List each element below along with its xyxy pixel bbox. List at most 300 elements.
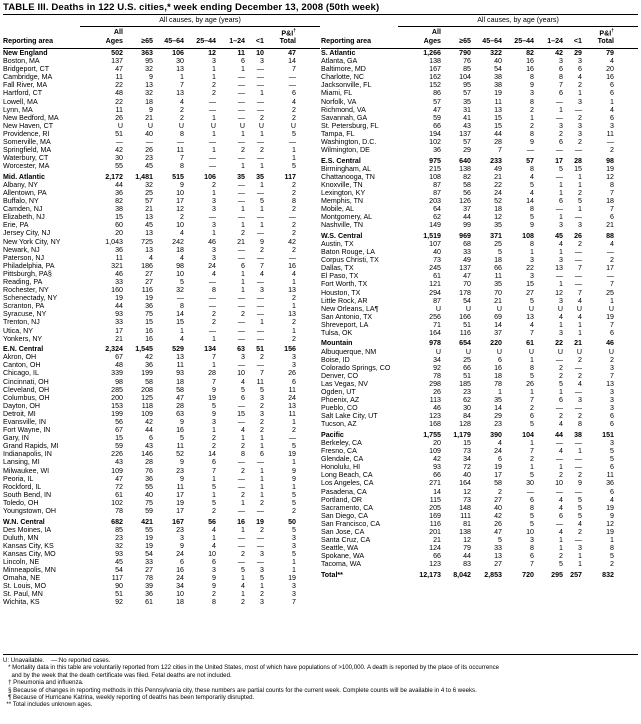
spacer-cell: [614, 439, 638, 447]
value-cell: 6: [559, 138, 563, 147]
value-cell: 41: [463, 113, 471, 122]
reporting-area-cell: Evansville, IN: [3, 418, 46, 426]
value-cell: 56: [115, 418, 123, 426]
spacer-cell: [296, 467, 320, 475]
value-cell: 12: [606, 172, 614, 181]
reporting-area-cell: Corpus Christi, TX: [321, 256, 379, 265]
value-cell: 21: [237, 237, 245, 246]
spacer-cell: [614, 73, 638, 81]
value-cell: 5: [578, 503, 582, 512]
value-cell: 26: [145, 146, 153, 155]
value-cell: —: [256, 302, 264, 311]
reporting-area-cell: Spokane, WA: [321, 552, 365, 561]
value-cell: 3: [212, 205, 216, 214]
value-cell: 2: [292, 334, 296, 343]
city-row: [3, 286, 320, 294]
value-cell: 5: [292, 549, 296, 558]
value-cell: 95: [145, 57, 153, 66]
value-cell: 6: [292, 89, 296, 98]
city-row: [321, 138, 638, 146]
value-cell: 162: [429, 73, 441, 82]
spacer-cell: [296, 65, 320, 73]
value-cell: 59: [433, 113, 441, 122]
value-cell: 18: [176, 598, 184, 607]
value-cell: 2: [180, 213, 184, 222]
value-cell: 11: [176, 146, 184, 155]
value-cell: 4: [530, 172, 534, 181]
value-cell: 34: [176, 582, 184, 591]
value-cell: —: [288, 213, 296, 222]
city-row: [321, 205, 638, 213]
value-cell: 76: [145, 466, 153, 475]
value-cell: 51: [463, 320, 471, 329]
value-cell: 19: [494, 89, 502, 98]
spacer-cell: [296, 458, 320, 466]
value-cell: 3: [241, 353, 245, 362]
value-cell: 27: [526, 288, 534, 297]
value-cell: 153: [111, 401, 123, 410]
value-cell: 2: [260, 590, 264, 599]
value-cell: 44: [115, 302, 123, 311]
value-cell: 19: [606, 164, 614, 173]
value-cell: 3: [578, 221, 582, 230]
reporting-area-cell: Sacramento, CA: [321, 503, 374, 512]
city-row: [321, 329, 638, 337]
spacer-cell: [614, 280, 638, 288]
reporting-area-cell: Elizabeth, NJ: [3, 213, 45, 222]
value-cell: 205: [429, 503, 441, 512]
value-cell: 16: [526, 57, 534, 66]
reporting-area-cell: Wilmington, DE: [321, 146, 370, 155]
reporting-area-cell: Los Angeles, CA: [321, 479, 374, 488]
city-row: [3, 410, 320, 418]
spacer-cell: [296, 294, 320, 302]
spacer-cell: [614, 256, 638, 264]
city-row: [3, 558, 320, 566]
spacer-cell: [614, 488, 638, 496]
reporting-area-cell: Cincinnati, OH: [3, 377, 49, 386]
value-cell: 20: [606, 65, 614, 74]
city-row: [321, 528, 638, 536]
value-cell: 245: [429, 264, 441, 273]
value-cell: 6: [212, 557, 216, 566]
value-cell: 46: [115, 269, 123, 278]
city-row: [321, 146, 638, 154]
value-cell: 28: [494, 138, 502, 147]
value-cell: 50: [288, 517, 296, 526]
value-cell: 7: [578, 264, 582, 273]
city-row: [3, 146, 320, 154]
spacer-cell: [614, 321, 638, 329]
value-cell: 4: [578, 379, 582, 388]
value-cell: 102: [429, 138, 441, 147]
region-row: [3, 515, 320, 525]
spacer-cell: [614, 165, 638, 173]
value-cell: 73: [463, 495, 471, 504]
value-cell: —: [574, 280, 582, 289]
city-row: [3, 246, 320, 254]
value-cell: 45: [115, 557, 123, 566]
city-row: [321, 181, 638, 189]
value-cell: —: [574, 438, 582, 447]
city-row: [321, 65, 638, 73]
value-cell: 1,755: [423, 430, 441, 439]
value-cell: 2,324: [105, 345, 123, 354]
value-cell: 1: [241, 205, 245, 214]
value-cell: 66: [433, 121, 441, 130]
value-cell: 117: [284, 172, 296, 181]
reporting-area-cell: Fresno, CA: [321, 447, 357, 456]
value-cell: —: [555, 455, 563, 464]
value-cell: —: [256, 65, 264, 74]
value-cell: 23: [176, 525, 184, 534]
value-cell: 4: [180, 253, 184, 262]
value-cell: 25: [606, 288, 614, 297]
value-cell: 87: [433, 296, 441, 305]
value-cell: 11: [606, 129, 614, 138]
value-cell: —: [237, 318, 245, 327]
value-cell: 6: [530, 552, 534, 561]
value-cell: 5: [559, 379, 563, 388]
value-cell: —: [256, 533, 264, 542]
footnote-line: § Because of changes in reporting methods in this Pennsylvania city, these numbers are partial counts for the current week. Complete counts will be available in 4 to 6 weeks.: [3, 686, 477, 694]
value-cell: 2: [292, 180, 296, 189]
value-cell: 104: [459, 73, 471, 82]
value-cell: —: [237, 213, 245, 222]
value-cell: 30: [115, 154, 123, 163]
reporting-area-cell: Berkeley, CA: [321, 438, 362, 447]
spacer-cell: [614, 396, 638, 404]
value-cell: —: [256, 138, 264, 147]
spacer-cell: [296, 566, 320, 574]
value-cell: 6: [241, 393, 245, 402]
value-cell: 32: [115, 541, 123, 550]
value-cell: U: [608, 304, 614, 313]
spacer-cell: [296, 402, 320, 410]
value-cell: 23: [494, 420, 502, 429]
value-cell: —: [256, 73, 264, 82]
value-cell: 70: [494, 288, 502, 297]
spacer-cell: [614, 528, 638, 536]
value-cell: 108: [429, 172, 441, 181]
spacer-cell: [296, 542, 320, 550]
all-ages-header-line2: Ages: [423, 37, 441, 45]
value-cell: 2: [292, 318, 296, 327]
value-cell: 93: [433, 463, 441, 472]
spacer-cell: [614, 181, 638, 189]
value-cell: —: [555, 146, 563, 155]
value-cell: 22: [494, 180, 502, 189]
city-row: [321, 479, 638, 487]
value-cell: 9: [212, 574, 216, 583]
value-cell: 2: [530, 105, 534, 114]
value-cell: 13: [526, 312, 534, 321]
spacer-cell: [296, 418, 320, 426]
value-cell: 21: [494, 172, 502, 181]
footnote-line: ** Total includes unknown ages.: [3, 701, 93, 709]
value-cell: —: [526, 146, 534, 155]
value-cell: 107: [429, 239, 441, 248]
spacer-cell: [614, 57, 638, 65]
value-cell: 12: [494, 213, 502, 222]
value-cell: 61: [433, 272, 441, 281]
value-cell: 54: [463, 296, 471, 305]
value-cell: 46: [433, 404, 441, 413]
value-cell: 2: [292, 426, 296, 435]
value-cell: 1: [578, 89, 582, 98]
value-cell: 138: [429, 57, 441, 66]
value-cell: 67: [115, 353, 123, 362]
value-cell: 7: [610, 280, 614, 289]
reporting-area-cell: St. Paul, MN: [3, 590, 43, 599]
value-cell: 2: [530, 121, 534, 130]
value-cell: 25: [463, 355, 471, 364]
age-65-header: ≥65: [459, 37, 471, 45]
value-cell: 15: [494, 121, 502, 130]
value-cell: 62: [433, 213, 441, 222]
value-cell: 27: [494, 495, 502, 504]
value-cell: 79: [606, 49, 614, 57]
city-row: [321, 248, 638, 256]
city-row: [3, 89, 320, 97]
value-cell: 10: [555, 479, 563, 488]
value-cell: 2: [530, 404, 534, 413]
value-cell: 2: [212, 507, 216, 516]
value-cell: 21: [606, 221, 614, 230]
value-cell: 8: [530, 503, 534, 512]
spacer-cell: [296, 162, 320, 170]
value-cell: 2: [212, 81, 216, 90]
value-cell: 17: [115, 326, 123, 335]
spacer-cell: [614, 496, 638, 504]
value-cell: 18: [494, 205, 502, 214]
value-cell: 3: [559, 256, 563, 265]
value-cell: 4: [292, 269, 296, 278]
city-row: [3, 106, 320, 114]
spacer-cell: [296, 590, 320, 598]
reporting-area-cell: Canton, OH: [3, 361, 41, 370]
reporting-area-cell: Tucson, AZ: [321, 420, 357, 429]
spacer-cell: [296, 335, 320, 343]
reporting-area-cell: Erie, PA: [3, 221, 29, 230]
value-cell: 24: [288, 393, 296, 402]
reporting-area-cell: Kansas City, MO: [3, 549, 56, 558]
value-cell: 15: [463, 438, 471, 447]
city-row: [3, 254, 320, 262]
reporting-area-cell: Boise, ID: [321, 355, 350, 364]
value-cell: —: [237, 188, 245, 197]
value-cell: 23: [176, 466, 184, 475]
city-row: [3, 378, 320, 386]
value-cell: 1: [212, 361, 216, 370]
spacer-cell: [614, 189, 638, 197]
value-cell: 23: [115, 533, 123, 542]
reporting-area-cell: Mid. Atlantic: [3, 172, 45, 181]
value-cell: 178: [459, 288, 471, 297]
value-cell: 1: [292, 326, 296, 335]
value-cell: 69: [494, 312, 502, 321]
value-cell: 60: [115, 221, 123, 230]
city-row: [3, 526, 320, 534]
value-cell: 9: [578, 479, 582, 488]
city-row: [3, 353, 320, 361]
value-cell: 42: [433, 455, 441, 464]
value-cell: 201: [429, 528, 441, 536]
value-cell: —: [256, 458, 264, 467]
value-cell: 104: [522, 430, 534, 439]
reporting-area-cell: Seattle, WA: [321, 544, 359, 553]
value-cell: 215: [429, 164, 441, 173]
spacer-cell: [296, 369, 320, 377]
spacer-cell: [614, 197, 638, 205]
value-cell: 6: [149, 434, 153, 443]
spacer-cell: [296, 205, 320, 213]
reporting-area-cell: Buffalo, NY: [3, 197, 39, 206]
spacer-cell: [614, 240, 638, 248]
value-cell: 1: [610, 97, 614, 106]
city-row: [3, 574, 320, 582]
spacer-cell: [614, 479, 638, 487]
value-cell: 7: [292, 65, 296, 74]
value-cell: 152: [429, 81, 441, 90]
value-cell: —: [256, 541, 264, 550]
value-cell: —: [237, 418, 245, 426]
value-cell: 9: [530, 138, 534, 147]
spacer-cell: [296, 598, 320, 606]
city-row: [321, 512, 638, 520]
value-cell: 164: [459, 479, 471, 488]
value-cell: 19: [494, 463, 502, 472]
value-cell: —: [256, 154, 264, 163]
value-cell: 95: [463, 81, 471, 90]
city-row: [321, 420, 638, 428]
value-cell: 4: [610, 495, 614, 504]
value-cell: —: [208, 154, 216, 163]
value-cell: 93: [115, 549, 123, 558]
value-cell: 5: [530, 511, 534, 520]
reporting-area-cell: Peoria, IL: [3, 474, 34, 483]
value-cell: —: [237, 81, 245, 90]
value-cell: 3: [530, 272, 534, 281]
reporting-area-cell: Columbus, OH: [3, 393, 50, 402]
value-cell: 9: [180, 458, 184, 467]
reporting-area-cell: Dayton, OH: [3, 401, 41, 410]
spacer-cell: [296, 197, 320, 205]
reporting-area-cell: New Haven, CT: [3, 121, 54, 130]
reporting-area-cell: Richmond, VA: [321, 105, 366, 114]
value-cell: 322: [490, 49, 502, 57]
spacer-cell: [614, 420, 638, 428]
value-cell: 42: [288, 237, 296, 246]
value-cell: U: [178, 121, 184, 130]
region-row: [321, 49, 638, 57]
spacer-cell: [614, 173, 638, 181]
spacer-cell: [614, 372, 638, 380]
value-cell: 6: [180, 557, 184, 566]
value-cell: —: [176, 294, 184, 303]
value-cell: 9: [260, 237, 264, 246]
value-cell: 6: [610, 487, 614, 496]
value-cell: 1: [559, 463, 563, 472]
value-cell: 1,043: [105, 237, 123, 246]
value-cell: 28: [145, 458, 153, 467]
value-cell: 167: [429, 65, 441, 74]
spacer-cell: [296, 558, 320, 566]
value-cell: 1: [578, 172, 582, 181]
value-cell: 2: [180, 113, 184, 122]
value-cell: 1: [241, 162, 245, 171]
value-cell: 43: [115, 458, 123, 467]
value-cell: —: [574, 256, 582, 265]
reporting-area-cell: Tacoma, WA: [321, 560, 361, 569]
value-cell: 9: [292, 466, 296, 475]
value-cell: —: [237, 302, 245, 311]
value-cell: 35: [494, 396, 502, 405]
value-cell: 10: [237, 369, 245, 378]
value-cell: 13: [176, 353, 184, 362]
city-row: [321, 98, 638, 106]
value-cell: 26: [494, 519, 502, 528]
reporting-area-cell: Boston, MA: [3, 57, 40, 66]
spacer-cell: [614, 130, 638, 138]
value-cell: 93: [115, 310, 123, 319]
value-cell: 1: [610, 296, 614, 305]
reporting-area-cell: Pacific: [321, 430, 344, 439]
region-row: [3, 170, 320, 180]
value-cell: 1: [530, 113, 534, 122]
value-cell: 45: [145, 162, 153, 171]
city-row: [321, 544, 638, 552]
value-cell: —: [574, 146, 582, 155]
spacer-cell: [296, 442, 320, 450]
value-cell: 92: [115, 598, 123, 607]
value-cell: 13: [145, 81, 153, 90]
value-cell: 35: [237, 172, 245, 181]
city-row: [321, 455, 638, 463]
value-cell: 1: [530, 248, 534, 257]
reporting-area-cell: Rockford, IL: [3, 482, 42, 491]
value-cell: 3: [260, 549, 264, 558]
value-cell: 3: [610, 388, 614, 397]
spacer-cell: [296, 278, 320, 286]
footnote-line: and by the week that the death certificate was filed. Fetal deaths are not included.: [3, 671, 232, 679]
value-cell: 55: [145, 525, 153, 534]
city-row: [321, 289, 638, 297]
value-cell: 6: [578, 65, 582, 74]
value-cell: 13: [288, 401, 296, 410]
spacer-cell: [296, 89, 320, 97]
spacer-cell: [614, 552, 638, 560]
value-cell: 87: [433, 188, 441, 197]
reporting-area-cell: Reading, PA: [3, 278, 43, 287]
value-cell: 298: [429, 379, 441, 388]
value-cell: —: [606, 248, 614, 257]
reporting-area-cell: Kansas City, KS: [3, 541, 54, 550]
value-cell: 109: [111, 466, 123, 475]
city-row: [321, 447, 638, 455]
reporting-area-cell: Pittsburgh, PA§: [3, 269, 52, 278]
value-cell: 3: [260, 409, 264, 418]
spacer-cell: [614, 356, 638, 364]
value-cell: 48: [115, 89, 123, 98]
reporting-area-cell: Charlotte, NC: [321, 73, 364, 82]
spacer-cell: [296, 254, 320, 262]
value-cell: —: [256, 97, 264, 106]
value-cell: 54: [115, 566, 123, 575]
value-cell: 24: [494, 188, 502, 197]
value-cell: 1: [260, 162, 264, 171]
spacer-cell: [614, 404, 638, 412]
